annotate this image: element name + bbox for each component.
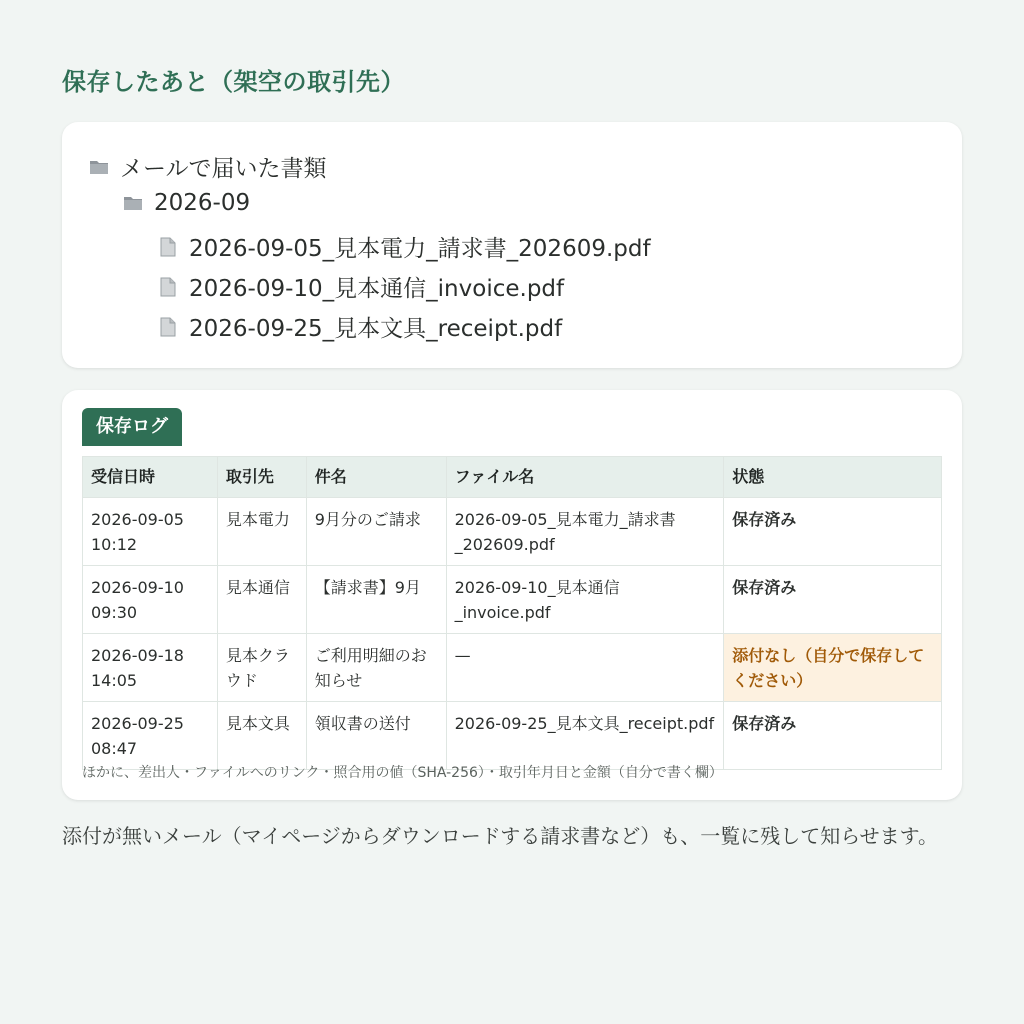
status-cell: 保存済み xyxy=(724,702,942,770)
tree-item-label: 2026-09-10_見本通信_invoice.pdf xyxy=(189,276,565,302)
filename-cell: — xyxy=(446,634,724,702)
tree-item-label: 2026-09-05_見本電力_請求書_202609.pdf xyxy=(189,236,651,262)
tree-item-file[interactable] xyxy=(157,230,651,263)
log-footnote: ほかに、差出人・ファイルへのリンク・照合用の値（SHA-256）・取引年月日と金額（自分で書く欄） xyxy=(82,765,723,781)
column-header-vendor: 取引先 xyxy=(217,457,306,498)
tree-item-label: メールで届いた書類 xyxy=(120,156,327,182)
received-cell xyxy=(83,702,218,770)
status-cell: 保存済み xyxy=(724,566,942,634)
filename-cell: 2026-09-05_見本電力_請求書_202609.pdf xyxy=(446,498,724,566)
save-log-tab[interactable]: 保存ログ xyxy=(82,408,182,446)
status-cell-warning: 添付なし（自分で保存してください） xyxy=(724,634,942,702)
column-header-status: 状態 xyxy=(724,457,942,498)
tree-item-label: 2026-09-25_見本文具_receipt.pdf xyxy=(189,316,563,342)
received-date: 2026-09-18 xyxy=(91,646,184,665)
received-time: 10:12 xyxy=(91,535,138,554)
tree-item-file[interactable] xyxy=(157,310,562,343)
received-date: 2026-09-25 xyxy=(91,714,184,733)
tree-item-label: 2026-09 xyxy=(154,190,251,216)
received-date: 2026-09-10 xyxy=(91,578,184,597)
table-row[interactable] xyxy=(83,634,942,702)
subject-cell: 領収書の送付 xyxy=(306,702,446,770)
subject-cell: ご利用明細のお知らせ xyxy=(306,634,446,702)
received-time: 08:47 xyxy=(91,739,138,758)
column-header-filename: ファイル名 xyxy=(446,457,724,498)
vendor-cell: 見本文具 xyxy=(217,702,306,770)
received-cell xyxy=(83,566,218,634)
tree-item-folder-root[interactable] xyxy=(88,150,327,183)
vendor-cell: 見本電力 xyxy=(217,498,306,566)
received-cell xyxy=(83,498,218,566)
filename-cell: 2026-09-25_見本文具_receipt.pdf xyxy=(446,702,724,770)
subject-cell: 9月分のご請求 xyxy=(306,498,446,566)
column-header-subject: 件名 xyxy=(306,457,446,498)
vendor-cell: 見本クラウド xyxy=(217,634,306,702)
folder-tree-card xyxy=(62,122,962,368)
table-row[interactable] xyxy=(83,566,942,634)
subject-cell: 【請求書】9月 xyxy=(306,566,446,634)
column-header-received: 受信日時 xyxy=(83,457,218,498)
received-cell xyxy=(83,634,218,702)
page-title: 保存したあと（架空の取引先） xyxy=(62,68,405,96)
file-icon xyxy=(157,236,179,258)
status-cell: 保存済み xyxy=(724,498,942,566)
save-log-table xyxy=(82,456,942,770)
tree-item-file[interactable] xyxy=(157,270,564,303)
vendor-cell: 見本通信 xyxy=(217,566,306,634)
table-row[interactable] xyxy=(83,702,942,770)
save-log-card xyxy=(62,390,962,800)
folder-icon xyxy=(88,156,110,178)
tree-item-folder-month[interactable] xyxy=(122,190,250,216)
file-icon xyxy=(157,316,179,338)
filename-cell: 2026-09-10_見本通信_invoice.pdf xyxy=(446,566,724,634)
received-time: 09:30 xyxy=(91,603,138,622)
file-icon xyxy=(157,276,179,298)
caption-text: 添付が無いメール（マイページからダウンロードする請求書など）も、一覧に残して知らせます。 xyxy=(62,824,938,848)
table-header-row xyxy=(83,457,942,498)
received-date: 2026-09-05 xyxy=(91,510,184,529)
received-time: 14:05 xyxy=(91,671,138,690)
table-row[interactable] xyxy=(83,498,942,566)
folder-icon xyxy=(122,192,144,214)
